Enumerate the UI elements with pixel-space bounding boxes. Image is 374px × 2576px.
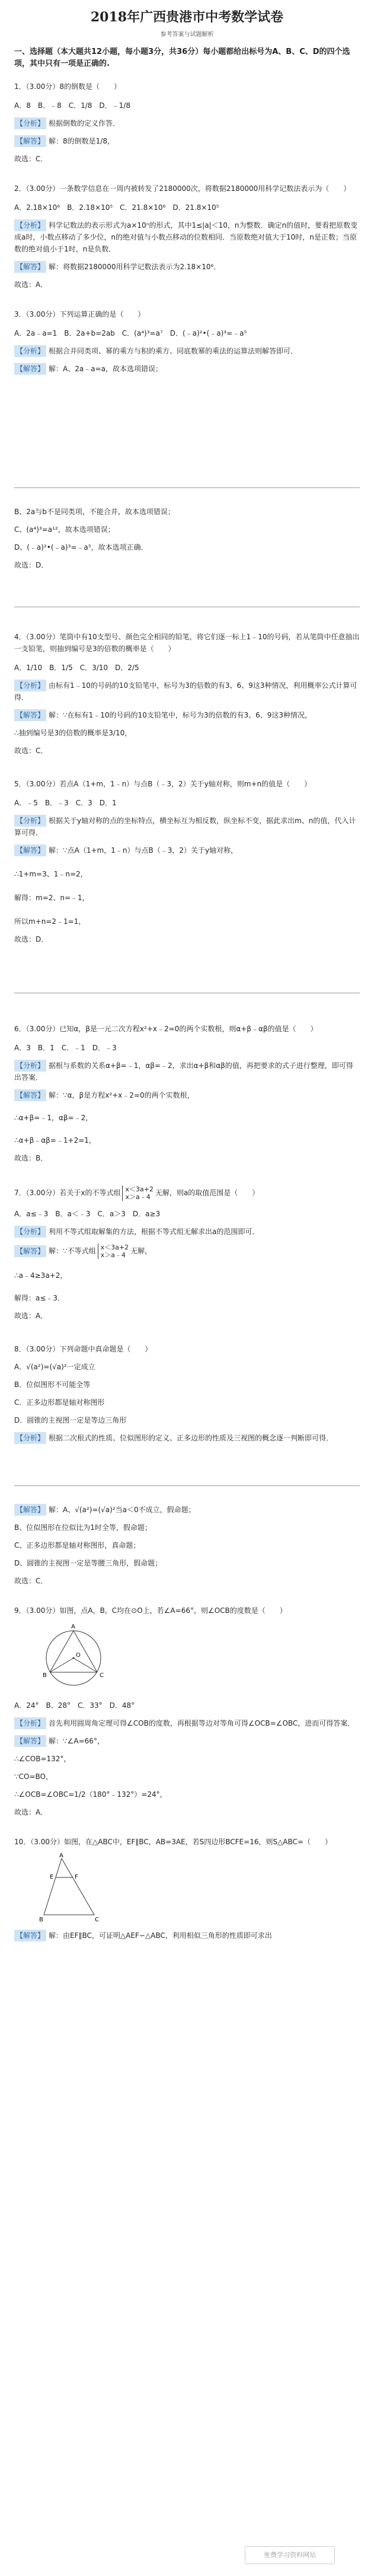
analysis-text: 由标有1﹣10的号码的10支铅笔中，标号为3的倍数的有3、6、9这3种情况，利用概率公式计算可得． <box>14 681 357 702</box>
answer: 故选：C． <box>14 1577 48 1585</box>
solution-tag: 【解答】 <box>14 844 46 856</box>
analysis <box>14 1717 360 1729</box>
answer: 故选：C． <box>14 747 48 755</box>
solution-line: ∴a﹣4≥3a+2， <box>14 1271 68 1280</box>
analysis-text: 科学记数法的表示形式为a×10ⁿ的形式，其中1≤|a|＜10，n为整数．确定n的值时，要看把原数变成a时，小数点移动了多少位，n的绝对值与小数点移动的位数相同．当原数绝对值大于10时，n是正数；当原数的绝对值小于1时，n是负数． <box>14 221 358 253</box>
solution-line: 所以m+n=2﹣1=1， <box>14 917 86 926</box>
solution-tag: 【解答】 <box>14 709 46 721</box>
question-options: A．2.18×10⁶ B．2.18×10⁵ C．21.8×10⁶ D．21.8×10⁵ <box>14 203 219 212</box>
solution-text: 解：A、√(a²)=(√a)²当a＜0不成立，假命题； <box>49 1506 196 1514</box>
solution-line: B、2a与b不是同类项，不能合并，故本选项错误； <box>14 508 175 516</box>
inequality-bottom: x＞a﹣4 <box>100 1251 126 1259</box>
analysis <box>14 1432 360 1444</box>
inequality-system <box>98 1244 129 1259</box>
question-options: A．3 B．1 C．﹣1 D．﹣3 <box>14 1044 117 1052</box>
analysis <box>14 1060 360 1083</box>
solution-line: D、圆锥的主视图一定是等腰三角形，假命题； <box>14 1559 162 1567</box>
question-options: A．1/10 B．1/5 C．3/10 D．2/5 <box>14 664 139 672</box>
solution-line: D、(﹣a)²•(﹣a)³=﹣a⁵，故本选项正确． <box>14 543 148 551</box>
page-divider <box>14 1485 360 1486</box>
question-stem: 8．（3.00分）下列命题中真命题是（ ） <box>14 1345 152 1353</box>
analysis-text: 根据倒数的定义作答． <box>49 119 120 127</box>
watermark <box>245 2546 363 2570</box>
analysis-text: 根据关于y轴对称的点的坐标特点，横坐标互为相反数，纵坐标不变，据此求出m、n的值，代入计算可得． <box>14 817 356 837</box>
solution-line: ∴∠COB=132°， <box>14 1755 71 1763</box>
question-stem <box>14 1185 360 1201</box>
analysis-tag: 【分析】 <box>14 1432 46 1444</box>
page-divider <box>14 487 360 488</box>
solution-text: 解：A、2a﹣a=a，故本选项错误； <box>49 365 162 373</box>
page-title: 2018年广西贵港市中考数学试卷 <box>90 9 284 25</box>
question-5 <box>14 778 360 945</box>
solution-tag: 【解答】 <box>14 135 46 147</box>
option-b: B．位似图形不可能全等 <box>14 1381 91 1389</box>
answer: 故选：A． <box>14 1312 48 1320</box>
answer: 故选：A． <box>14 280 48 289</box>
inequality-bottom: x＞a﹣4 <box>125 1193 151 1201</box>
solution-tag: 【解答】 <box>14 1089 46 1101</box>
inequality-top: x＜3a+2 <box>100 1244 129 1251</box>
chord-ab <box>50 1631 73 1672</box>
analysis <box>14 815 360 839</box>
solution <box>14 1504 360 1516</box>
solution-line: C、(a⁴)³=a¹²，故本选项错误； <box>14 525 115 534</box>
analysis-tag: 【分析】 <box>14 680 46 691</box>
question-options: A．2a﹣a=1 B．2a+b=2ab C．(a⁴)³=a⁷ D．(﹣a)²•(﹣a)³=﹣a⁵ <box>14 329 247 337</box>
analysis-tag: 【分析】 <box>14 1226 46 1238</box>
solution-line: ∵CO=BO， <box>14 1772 53 1781</box>
solution <box>14 709 360 721</box>
analysis <box>14 117 360 129</box>
analysis-text: 首先利用圆周角定理可得∠COB的度数，再根据等边对等角可得∠OCB=∠OBC，进而可得答案． <box>49 1719 355 1727</box>
solution-text: 解：8的倒数是1/8， <box>49 137 114 145</box>
chord-ac <box>73 1631 97 1672</box>
solution <box>14 844 360 856</box>
question-3 <box>14 308 360 375</box>
inequality-top: x＜3a+2 <box>125 1185 154 1193</box>
label-b: B <box>43 1672 47 1679</box>
analysis-tag: 【分析】 <box>14 219 46 231</box>
label-a: A <box>71 1624 75 1630</box>
analysis-tag: 【分析】 <box>14 117 46 129</box>
answer: 故选：A． <box>14 1808 48 1816</box>
solution-tag: 【解答】 <box>14 1504 46 1516</box>
label-c: C <box>95 1917 99 1923</box>
question-options: A．﹣5 B．﹣3 C．3 D．1 <box>14 799 117 807</box>
answer: 故选：D． <box>14 935 49 943</box>
solution-line: ∴∠OCB=∠OBC=1/2（180°﹣132°）=24°， <box>14 1790 167 1799</box>
solution <box>14 1244 360 1259</box>
label-o: O <box>76 1652 81 1659</box>
solution <box>14 1089 360 1101</box>
stem-text: 无解，则a的取值范围是（ ） <box>155 1188 260 1197</box>
triangle-abc <box>44 1858 94 1915</box>
solution-tag: 【解答】 <box>14 261 46 273</box>
solution-line: ∴1+m=3、1﹣n=2， <box>14 870 88 878</box>
question-4 <box>14 631 360 757</box>
analysis-text: 根据二次根式的性质、位似图形的定义、正多边形的性质及三视图的概念逐一判断即可得． <box>49 1434 334 1442</box>
solution-text: 解：∵∠A=66°， <box>49 1737 104 1745</box>
analysis <box>14 1226 360 1238</box>
question-options: A．a≤﹣3 B．a＜﹣3 C．a＞3 D．a≥3 <box>14 1210 161 1218</box>
answer: 故选：B． <box>14 1154 48 1162</box>
analysis <box>14 219 360 255</box>
label-e: E <box>50 1874 54 1880</box>
solution-line: 解得：a≤﹣3． <box>14 1294 65 1302</box>
question-9 <box>14 1605 360 1818</box>
center-point <box>73 1657 75 1659</box>
solution <box>14 261 360 273</box>
triangle-figure <box>38 1853 103 1924</box>
analysis-tag: 【分析】 <box>14 815 46 827</box>
page-gap <box>0 1444 374 1485</box>
analysis-tag: 【分析】 <box>14 345 46 357</box>
analysis-text: 利用不等式组取解集的方法，根据不等式组无解求出a的范围即可． <box>49 1228 260 1236</box>
page-gap <box>0 945 374 993</box>
solution-line: ∴α+β=﹣1，αβ=﹣2， <box>14 1114 93 1122</box>
label-c: C <box>100 1672 104 1679</box>
solution-text: 解：∵不等式组 <box>49 1246 96 1255</box>
option-d: D．圆锥的主视图一定是等边三角形 <box>14 1416 127 1424</box>
solution-text: 解：∵点A（1+m，1﹣n）与点B（﹣3，2）关于y轴对称， <box>49 846 238 855</box>
question-1 <box>14 81 360 165</box>
solution-line: B、位似图形在位似比为1时全等，假命题； <box>14 1523 152 1532</box>
analysis <box>14 680 360 703</box>
label-b: B <box>39 1917 43 1923</box>
question-8 <box>14 1343 360 1444</box>
stem-text: 7．（3.00分）若关于x的不等式组 <box>14 1188 121 1197</box>
solution <box>14 1735 360 1747</box>
solution <box>14 363 360 375</box>
analysis <box>14 345 360 357</box>
question-stem: 1．（3.00分）8的倒数是（ ） <box>14 82 121 91</box>
question-stem: 4．（3.00分）笔筒中有10支型号、颜色完全相同的铅笔，将它们逐一标上1﹣10的号码，若从笔筒中任意抽出一支铅笔，则抽到编号是3的倍数的概率是（ ） <box>14 633 360 653</box>
solution-line: C、正多边形都是轴对称图形，真命题； <box>14 1541 140 1550</box>
page-gap <box>0 571 374 607</box>
option-a: A．√(a²)=(√a)²一定成立 <box>14 1363 95 1371</box>
answer: 故选：D． <box>14 561 49 569</box>
solution-text: 无解， <box>130 1246 152 1255</box>
circle-figure <box>38 1621 115 1692</box>
label-a: A <box>59 1853 63 1859</box>
solution <box>14 1930 360 1941</box>
analysis-tag: 【分析】 <box>14 1717 46 1729</box>
question-options: A．24° B．28° C．33° D．48° <box>14 1701 135 1710</box>
question-10 <box>14 1836 360 1941</box>
label-f: F <box>75 1874 78 1880</box>
question-7 <box>14 1185 360 1322</box>
solution-text: 解：将数据2180000用科学记数法表示为2.18×10⁶． <box>49 263 221 271</box>
solution-tag: 【解答】 <box>14 363 46 375</box>
inequality-system <box>122 1185 153 1201</box>
question-stem: 6．（3.00分）已知α，β是一元二次方程x²+x﹣2=0的两个实数根，则α+β﹣αβ的值是（ ） <box>14 1025 318 1033</box>
question-stem: 3．（3.00分）下列运算正确的是（ ） <box>14 310 145 318</box>
solution-line: ∴α+β﹣αβ=﹣1+2=1， <box>14 1136 96 1144</box>
solution-line: 解得：m=2、n=﹣1， <box>14 894 89 902</box>
analysis-text: 根据合并同类项、幂的乘方与积的乘方、同底数幂的乘法的运算法则解答即可． <box>49 347 298 355</box>
analysis-text: 据根与系数的关系α+β=﹣1，αβ=﹣2，求出α+β和αβ的值，再把要求的式子进行整理，即可得出答案． <box>14 1061 353 1082</box>
solution <box>14 135 360 147</box>
question-stem: 2．（3.00分）一条数学信息在一周内被转发了2180000次，将数据2180000用科学记数法表示为（ ） <box>14 184 351 193</box>
solution-text: 解：由EF∥BC，可证明△AEF∽△ABC，利用相似三角形的性质即可求出 <box>49 1931 272 1940</box>
question-3-continued <box>14 506 360 571</box>
radius-oc <box>73 1658 97 1672</box>
page-subtitle: 参考答案与试题解析 <box>160 31 214 38</box>
solution-tag: 【解答】 <box>14 1735 46 1747</box>
question-2 <box>14 183 360 291</box>
radius-ob <box>50 1658 73 1672</box>
solution-tag: 【解答】 <box>14 1245 46 1257</box>
solution-text: 解：∵α，β是方程x²+x﹣2=0的两个实数根， <box>49 1091 194 1099</box>
option-c: C．正多边形都是轴对称图形 <box>14 1398 105 1407</box>
question-options: A．8 B．﹣8 C．1/8 D．﹣1/8 <box>14 101 130 110</box>
answer: 故选：C． <box>14 155 48 163</box>
solution-tag: 【解答】 <box>14 1930 46 1941</box>
analysis-tag: 【分析】 <box>14 1060 46 1072</box>
section-heading: 一、选择题（本大题共12小题，每小题3分，共36分）每小题都给出标号为A、B、C、D的四个选项，其中只有一项是正确的. <box>14 47 350 68</box>
question-stem: 9．（3.00分）如图，点A，B，C均在⊙O上，若∠A=66°，则∠OCB的度数是（ ） <box>14 1606 287 1615</box>
solution-line: ∴抽到编号是3的倍数的概率是3/10， <box>14 729 132 737</box>
solution-text: 解：∵在标有1﹣10的号码的10支铅笔中，标号为3的倍数的有3、6、9这3种情况， <box>49 711 312 719</box>
question-stem: 5．（3.00分）若点A（1+m，1﹣n）与点B（﹣3，2）关于y轴对称，则m+n的值是（ ） <box>14 780 312 788</box>
question-stem: 10．（3.00分）如图，在△ABC中，EF∥BC，AB=3AE，若S四边形BCFE=16，则S△ABC=（ ） <box>14 1838 332 1846</box>
page-gap <box>0 375 374 464</box>
question-6 <box>14 1023 360 1164</box>
question-8-continued <box>14 1504 360 1587</box>
watermark-logo: 免费学习资料网站 <box>245 2546 335 2564</box>
